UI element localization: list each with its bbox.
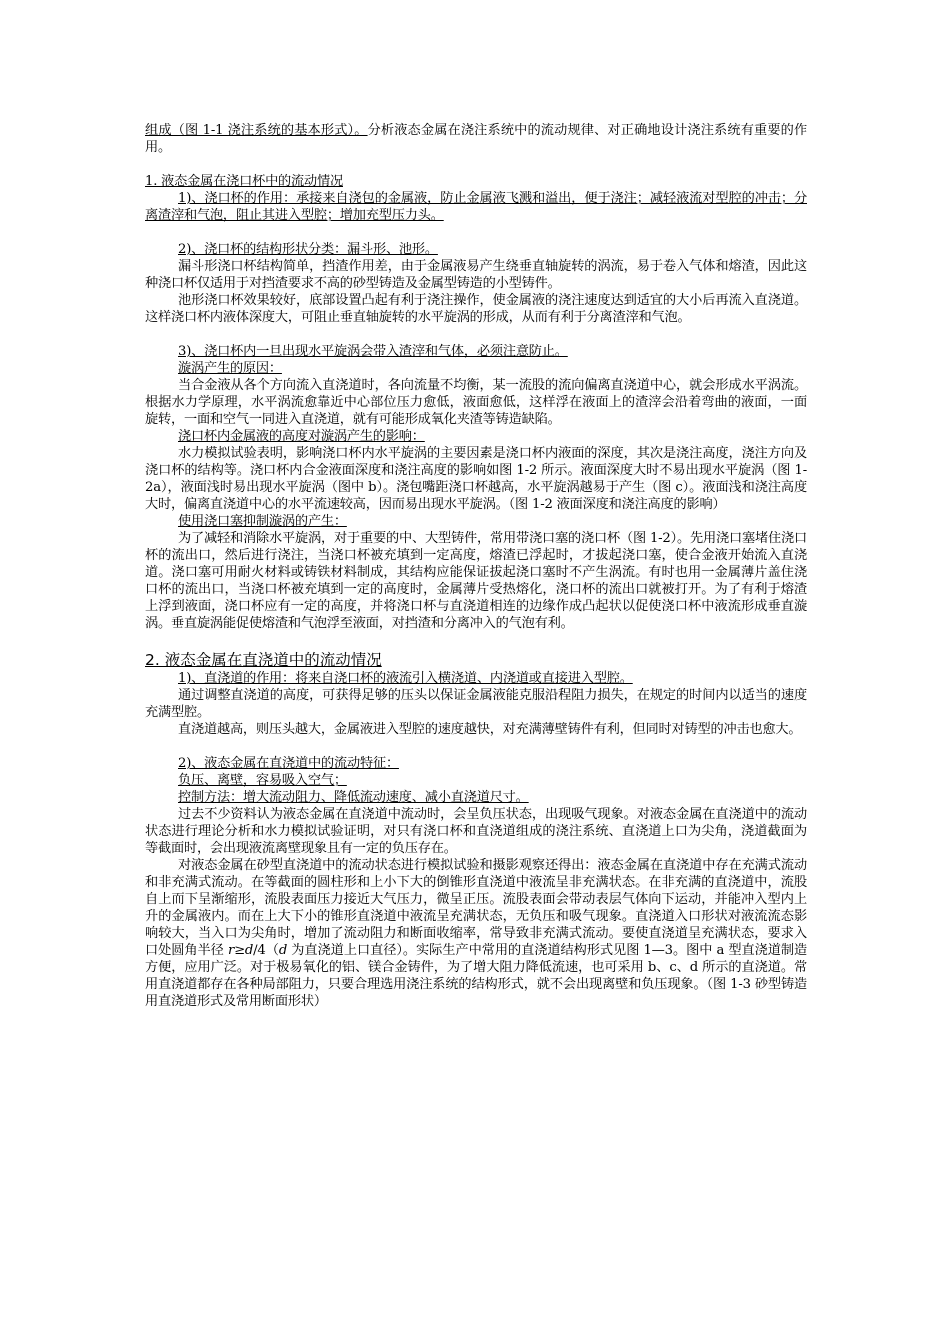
negative-pressure-paragraph: 过去不少资料认为液态金属在直浇道中流动时，会呈负压状态，出现吸气现象。对液态金属在直浇道中的流动状态进行理论分析和水力模拟试验证明，对只有浇口杯和直浇道组成的浇注系统、直浇道上口为尖角，浇道截面为等截面时，会出现液流离壁现象且有一定的负压存在。 [145,807,807,856]
intro-paragraph [145,122,807,156]
stopper-subheading: 使用浇口塞抑制漩涡的产生： [178,514,347,529]
basin-cup-paragraph: 池形浇口杯效果较好，底部设置凸起有利于浇注操作，使金属液的浇注速度达到适宜的大小后再流入直浇道。这样浇口杯内液体深度大，可阻止垂直轴旋转的水平旋涡的形成，从而有利于分离渣滓和气泡。 [145,293,807,325]
section-2-heading: 2. 液态金属在直浇道中的流动情况 [145,651,382,669]
document-page [145,122,807,1010]
sprue-height-paragraph: 通过调整直浇道的高度，可获得足够的压头以保证金属液能克服沿程阻力损失，在规定的时间内以适当的速度充满型腔。 [145,688,807,720]
cup-shape-classification: 2)、浇口杯的结构形状分类：漏斗形、池形。 [178,242,438,257]
flow-characteristics-item: 负压、离壁，容易吸入空气； [178,773,347,788]
sprue-function-paragraph: 1)、直浇道的作用：将来自浇口杯的液流引入横浇道、内浇道或直接进入型腔。 [178,671,633,686]
vortex-cause-paragraph: 当合金液从各个方向流入直浇道时，各向流量不均衡，某一流股的流向偏离直浇道中心，就会形成水平涡流。根据水力学原理，水平涡流愈靠近中心部位压力愈低，液面愈低，这样浮在液面上的渣滓会沿着弯曲的液面，一面旋转，一面和空气一同进入直浇道，就有可能形成氧化夹渣等铸造缺陷。 [145,378,807,427]
funnel-cup-paragraph: 漏斗形浇口杯结构简单，挡渣作用差，由于金属液易产生绕垂直轴旋转的涡流，易于卷入气体和熔渣，因此这种浇口杯仅适用于对挡渣要求不高的砂型铸造及金属型铸造的小型铸件。 [145,259,807,291]
control-method-item: 控制方法：增大流动阻力、降低流动速度、减小直浇道尺寸。 [178,790,529,805]
intro-figure-reference: 组成（图 1-1 浇注系统的基本形式）。 [145,123,368,138]
cup-function-paragraph: 1)、浇口杯的作用：承接来自浇包的金属液，防止金属液飞溅和溢出，便于浇注；减轻液流对型腔的冲击；分离渣滓和气泡，阻止其进入型腔；增加充型压力头。 [145,191,807,223]
vortex-cause-subheading: 漩涡产生的原因： [178,361,282,376]
liquid-height-subheading: 浇口杯内金属液的高度对漩涡产生的影响： [178,429,425,444]
flow-characteristics-subheading: 2)、液态金属在直浇道中的流动特征： [178,756,399,771]
section-1-heading: 1. 液态金属在浇口杯中的流动情况 [145,174,343,189]
vortex-warning-paragraph: 3)、浇口杯内一旦出现水平旋涡会带入渣滓和气体，必须注意防止。 [178,344,568,359]
flow-state-paragraph: 对液态金属在砂型直浇道中的流动状态进行模拟试验和摄影观察还得出：液态金属在直浇道中存在充满式流动和非充满式流动。在等截面的圆柱形和上小下大的倒锥形直浇道中液流呈非充满状态。在非充满的直浇道中，流股自上而下呈渐缩形，流股表面压力接近大气压力，微呈正压。流股表面会带动表层气体向下运动，并能冲入型内上升的金属液内。而在上大下小的锥形直浇道中液流呈充满状态，无负压和吸气现象。直浇道入口形状对液流流态影响较大，当入口为尖角时，增加了流动阻力和断面收缩率，常导致非充满式流动。要使直浇道呈充满状态，要求入口处圆角半径 r≥d/4（d 为直浇道上口直径）。实际生产中常用的直浇道结构形式见图 1—3。图中 a 型直浇道制造方便，应用广泛。对于极易氧化的铝、镁合金铸件，为了增大阻力降低流速，也可采用 b、c、d 所示的直浇道。常用直浇道都存在各种局部阻力，只要合理选用浇注系统的结构形式，就不会出现离壁和负压现象。（图 1-3 砂型铸造用直浇道形式及常用断面形状） [145,858,807,1009]
sprue-pressure-paragraph: 直浇道越高，则压头越大，金属液进入型腔的速度越快，对充满薄壁铸件有利，但同时对铸型的冲击也愈大。 [178,722,802,737]
stopper-paragraph: 为了减轻和消除水平旋涡，对于重要的中、大型铸件，常用带浇口塞的浇口杯（图 1-2）。先用浇口塞堵住浇口杯的流出口，然后进行浇注，当浇口杯被充填到一定高度，熔渣已浮起时，才拔起浇口塞，使合金液开始流入直浇道。浇口塞可用耐火材料或铸铁材料制成，其结构应能保证拔起浇口塞时不产生涡流。有时也用一金属薄片盖住浇口杯的流出口，当浇口杯被充填到一定的高度时，金属薄片受热熔化，浇口杯的流出口就被打开。为了有利于熔渣上浮到液面，浇口杯应有一定的高度，并将浇口杯与直浇道相连的边缘作成凸起状以促使浇口杯中液流形成垂直漩涡。垂直旋涡能促使熔渣和气泡浮至液面，对挡渣和分离冲入的气泡有利。 [145,531,807,631]
intro-text: 分析液态金属在浇注系统中的流动规律、对正确地设计浇注系统有重要的作用。 [145,123,807,155]
liquid-height-paragraph: 水力模拟试验表明，影响浇口杯内水平旋涡的主要因素是浇口杯内液面的深度，其次是浇注高度，浇注方向及浇口杯的结构等。浇口杯内合金液面深度和浇注高度的影响如图 1-2 所示。液面深度大时不易出现水平旋涡（图 1-2a），液面浅时易出现水平旋涡（图中 b）。浇包嘴距浇口杯越高，水平旋涡越易于产生（图 c）。液面浅和浇注高度大时，偏离直浇道中心的水平流速较高，因而易出现水平旋涡。（图 1-2 液面深度和浇注高度的影响） [145,446,807,512]
